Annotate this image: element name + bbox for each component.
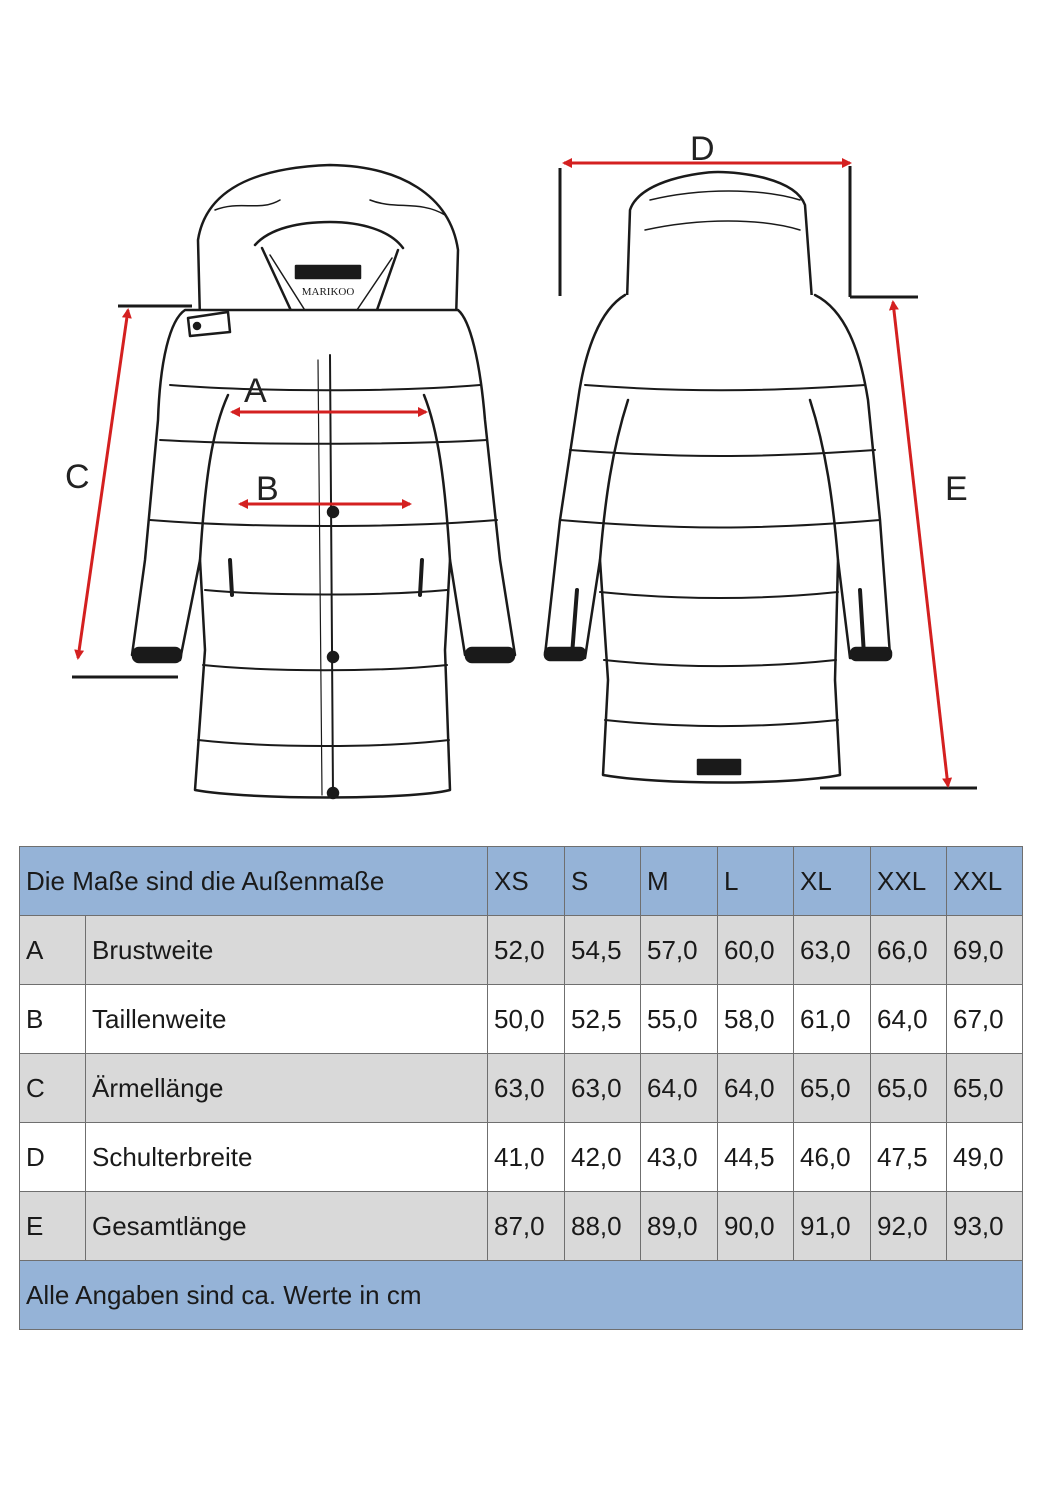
row-code: E <box>20 1192 86 1261</box>
label-a: A <box>244 372 267 410</box>
table-cell: 63,0 <box>488 1054 565 1123</box>
table-cell: 49,0 <box>947 1123 1023 1192</box>
row-code: B <box>20 985 86 1054</box>
size-col-header: XS <box>488 847 565 916</box>
table-row <box>20 1192 1023 1261</box>
table-cell: 69,0 <box>947 916 1023 985</box>
table-cell: 65,0 <box>871 1054 947 1123</box>
table-cell: 91,0 <box>794 1192 871 1261</box>
table-row <box>20 1123 1023 1192</box>
table-cell: 52,5 <box>565 985 641 1054</box>
jacket-back-drawing <box>545 172 891 783</box>
table-cell: 52,0 <box>488 916 565 985</box>
table-cell: 54,5 <box>565 916 641 985</box>
table-footer-row <box>20 1261 1023 1330</box>
table-cell: 63,0 <box>794 916 871 985</box>
table-cell: 88,0 <box>565 1192 641 1261</box>
row-name: Taillenweite <box>86 985 488 1054</box>
arrow-e <box>893 302 948 786</box>
table-row <box>20 916 1023 985</box>
table-cell: 44,5 <box>718 1123 794 1192</box>
label-b: B <box>256 470 279 508</box>
table-cell: 92,0 <box>871 1192 947 1261</box>
jacket-front-drawing <box>132 165 515 798</box>
table-cell: 58,0 <box>718 985 794 1054</box>
size-col-header: XXL <box>947 847 1023 916</box>
table-cell: 64,0 <box>641 1054 718 1123</box>
size-table <box>19 846 1023 1330</box>
front-brand-text: MARIKOO <box>301 286 355 298</box>
front-brand-label <box>296 266 360 278</box>
table-cell: 60,0 <box>718 916 794 985</box>
table-cell: 65,0 <box>794 1054 871 1123</box>
table-row <box>20 985 1023 1054</box>
row-code: A <box>20 916 86 985</box>
table-cell: 63,0 <box>565 1054 641 1123</box>
row-code: D <box>20 1123 86 1192</box>
row-name: Gesamtlänge <box>86 1192 488 1261</box>
table-cell: 43,0 <box>641 1123 718 1192</box>
back-brand-patch <box>698 760 740 774</box>
table-cell: 66,0 <box>871 916 947 985</box>
table-cell: 93,0 <box>947 1192 1023 1261</box>
table-cell: 50,0 <box>488 985 565 1054</box>
table-cell: 67,0 <box>947 985 1023 1054</box>
row-name: Schulterbreite <box>86 1123 488 1192</box>
footer-note: Alle Angaben sind ca. Werte in cm <box>20 1261 1023 1330</box>
table-cell: 47,5 <box>871 1123 947 1192</box>
row-code: C <box>20 1054 86 1123</box>
label-e: E <box>945 470 968 508</box>
table-cell: 65,0 <box>947 1054 1023 1123</box>
size-col-header: XXL <box>871 847 947 916</box>
label-d: D <box>690 130 715 168</box>
table-cell: 64,0 <box>871 985 947 1054</box>
size-col-header: S <box>565 847 641 916</box>
size-col-header: M <box>641 847 718 916</box>
table-cell: 55,0 <box>641 985 718 1054</box>
row-name: Ärmellänge <box>86 1054 488 1123</box>
table-cell: 90,0 <box>718 1192 794 1261</box>
table-header-row <box>20 847 1023 916</box>
row-name: Brustweite <box>86 916 488 985</box>
table-row <box>20 1054 1023 1123</box>
size-col-header: XL <box>794 847 871 916</box>
table-cell: 42,0 <box>565 1123 641 1192</box>
table-cell: 64,0 <box>718 1054 794 1123</box>
label-c: C <box>65 458 90 496</box>
table-cell: 57,0 <box>641 916 718 985</box>
table-cell: 89,0 <box>641 1192 718 1261</box>
size-col-header: L <box>718 847 794 916</box>
header-title: Die Maße sind die Außenmaße <box>20 847 488 916</box>
table-cell: 87,0 <box>488 1192 565 1261</box>
table-cell: 41,0 <box>488 1123 565 1192</box>
table-cell: 46,0 <box>794 1123 871 1192</box>
table-cell: 61,0 <box>794 985 871 1054</box>
